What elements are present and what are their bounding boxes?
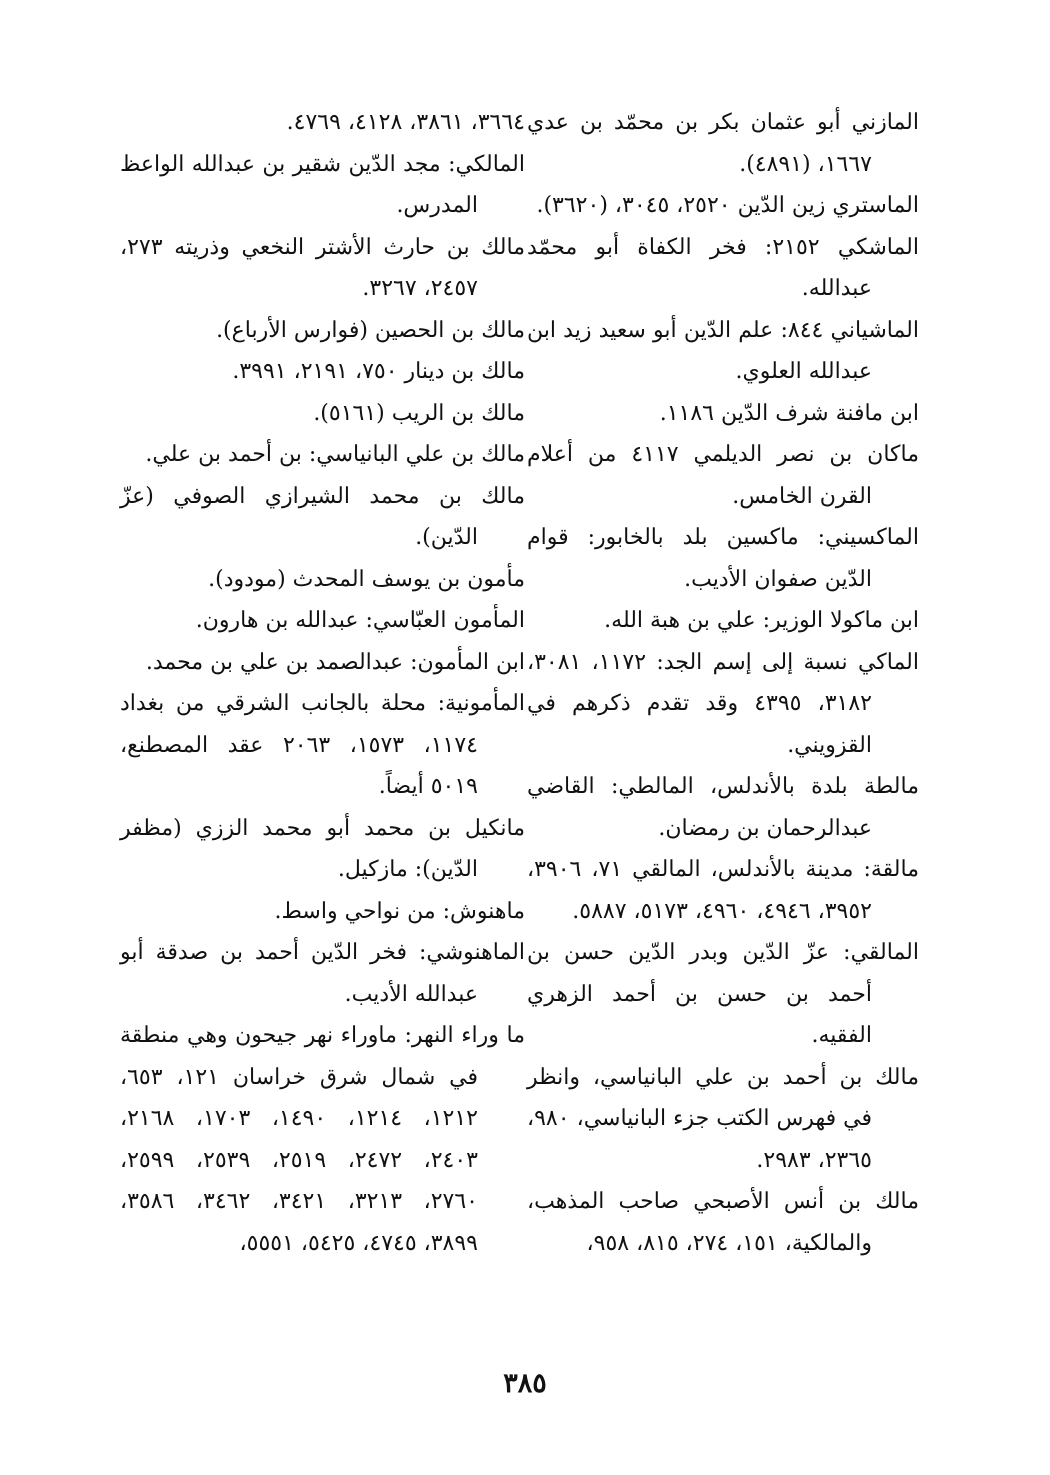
index-entry: الماكسيني: ماكسين بلد بالخابور: قوام الدّين صفوان الأديب. <box>527 525 919 592</box>
index-entry: الماشكي ٢١٥٢: فخر الكفاة أبو محمّد عبدالله. <box>527 234 919 301</box>
index-entry: مالك بن الحصين (فوارس الأرباع). <box>216 317 525 343</box>
index-entry: الماشياني ٨٤٤: علم الدّين أبو سعيد زيد ابن عبدالله العلوي. <box>527 317 919 384</box>
index-entry: المأمون العبّاسي: عبدالله بن هارون. <box>195 608 525 633</box>
index-entry: مالك بن أنس الأصبحي صاحب المذهب، والمالكية، ١٥١، ٢٧٤، ٨١٥، ٩٥٨، <box>527 1189 919 1256</box>
index-entry: ابن مافنة شرف الدّين ١١٨٦. <box>659 400 919 426</box>
index-entry: المأمونية: محلة بالجانب الشرقي من بغداد ١١٧٤، ١٥٧٣، ٢٠٦٣ عقد المصطنع، ٥٠١٩ أيضاً. <box>120 691 525 799</box>
index-entry: الماهنوشي: فخر الدّين أحمد بن صدقة أبو عبدالله الأديب. <box>120 940 525 1007</box>
index-entry: مانكيل بن محمد أبو محمد الززي (مظفر الدّين): مازكيل. <box>120 815 525 882</box>
index-column-left <box>120 102 525 1264</box>
index-entry: مالك بن دينار ٧٥٠، ٢١٩١، ٣٩٩١. <box>232 359 525 384</box>
index-entry: ما وراء النهر: ماوراء نهر جيحون وهي منطقة في شمال شرق خراسان ١٢١، ٦٥٣، ١٢١٢، ١٢١٤، ١٤٩٠، ١٧٠٣، ٢١٦٨، ٢٤٠٣، ٢٤٧٢، ٢٥١٩، ٢٥٣٩، ٢٥٩٩، ٢٧٦٠، ٣٢١٣، ٣٤٢١، ٣٤٦٢، ٣٥٨٦، ٣٨٩٩، ٤٧٤٥، ٥٤٢٥، ٥٥٥١، <box>120 1023 525 1256</box>
index-entry: الماستري زين الدّين ٢٥٢٠، ٣٠٤٥، (٣٦٢٠). <box>536 193 919 218</box>
index-entry: مالك بن الريب (٥١٦١). <box>313 400 525 426</box>
index-entry: مالك بن أحمد بن علي البانياسي، وانظر في فهرس الكتب جزء البانياسي، ٩٨٠، ٢٣٦٥، ٢٩٨٣. <box>527 1064 919 1173</box>
index-entry: ٣٦٦٤، ٣٨٦١، ٤١٢٨، ٤٧٦٩. <box>286 110 525 135</box>
index-entry: مأمون بن يوسف المحدث (مودود). <box>208 566 525 592</box>
index-entry: الماكي نسبة إلى إسم الجد: ١١٧٢، ٣٠٨١، ٣١٨٢، ٤٣٩٥ وقد تقدم ذكرهم في القزويني. <box>527 649 920 758</box>
index-entry: مالطة بلدة بالأندلس، المالطي: القاضي عبدالرحمان بن رمضان. <box>527 774 919 841</box>
index-entry: ماكان بن نصر الديلمي ٤١١٧ من أعلام القرن الخامس. <box>527 442 919 509</box>
index-entry: مالك بن محمد الشيرازي الصوفي (عزّ الدّين). <box>120 483 525 550</box>
index-entry: مالك بن علي البانياسي: بن أحمد بن علي. <box>145 442 525 467</box>
index-entry: مالقة: مدينة بالأندلس، المالقي ٧١، ٣٩٠٦، ٣٩٥٢، ٤٩٤٦، ٤٩٦٠، ٥١٧٣، ٥٨٨٧. <box>527 857 919 924</box>
index-entry: المالكي: مجد الدّين شقير بن عبدالله الواعظ المدرس. <box>120 151 525 218</box>
page-number: ٣٨٥ <box>503 1368 547 1399</box>
index-entry: المازني أبو عثمان بكر بن محمّد بن عدي ١٦٦٧، (٤٨٩١). <box>527 110 919 177</box>
index-entry: المالقي: عزّ الدّين وبدر الدّين حسن بن أحمد بن حسن بن أحمد الزهري الفقيه. <box>527 940 919 1048</box>
index-entry: مالك بن حارث الأشتر النخعي وذريته ٢٧٣، ٢٤٥٧، ٣٢٦٧. <box>120 234 525 301</box>
index-entry: ماهنوش: من نواحي واسط. <box>274 898 525 924</box>
index-entry: ابن المأمون: عبدالصمد بن علي بن محمد. <box>145 649 525 675</box>
index-column-right <box>527 102 919 1264</box>
index-entry: ابن ماكولا الوزير: علي بن هبة الله. <box>604 608 919 633</box>
